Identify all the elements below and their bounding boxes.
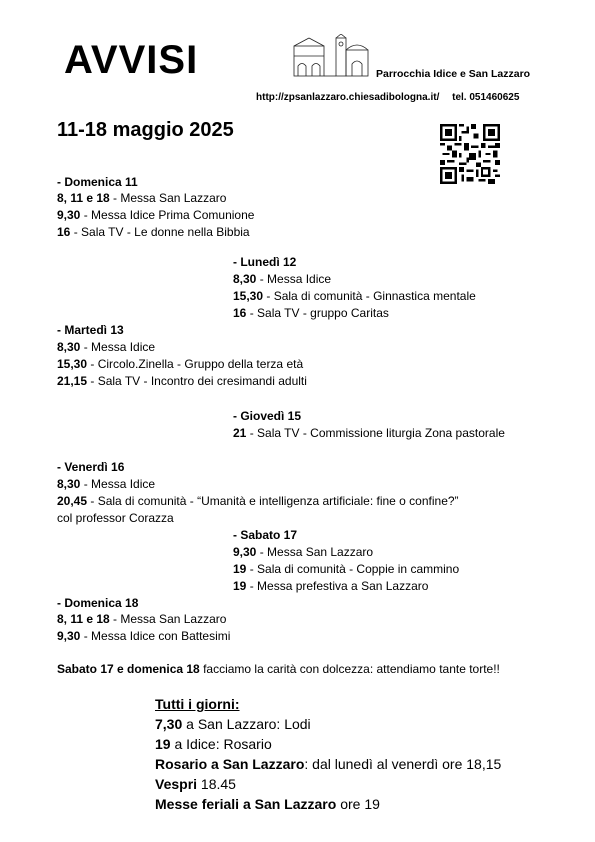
- event-line: 19 - Sala di comunità - Coppie in cammino: [233, 562, 460, 576]
- charity-notice: Sabato 17 e domenica 18 facciamo la carità con dolcezza: attendiamo tante torte!!: [57, 662, 500, 676]
- parish-name: Parrocchia Idice e San Lazzaro: [376, 68, 531, 80]
- day-heading: - Martedì 13: [57, 323, 124, 337]
- contact-line: [256, 92, 519, 103]
- day-heading: - Sabato 17: [233, 528, 298, 542]
- event-line: 20,45 - Sala di comunità - “Umanità e intelligenza artificiale: fine o confine?”: [57, 494, 459, 508]
- event-line: 15,30 - Sala di comunità - Ginnastica mentale: [233, 289, 476, 303]
- daily-item: 7,30 a San Lazzaro: Lodi: [155, 716, 311, 732]
- event-line: 21 - Sala TV - Commissione liturgia Zona pastorale: [233, 426, 505, 440]
- event-line: 16 - Sala TV - gruppo Caritas: [233, 306, 389, 320]
- event-line: 8,30 - Messa Idice: [57, 477, 156, 491]
- qr-code-icon[interactable]: [440, 124, 500, 184]
- website-link[interactable]: http://zpsanlazzaro.chiesadibologna.it/: [256, 92, 440, 103]
- phone-number: tel. 051460625: [452, 92, 520, 103]
- day-heading: - Domenica 11: [57, 175, 138, 189]
- day-heading: - Domenica 18: [57, 596, 139, 610]
- event-line: 8, 11 e 18 - Messa San Lazzaro: [57, 191, 227, 205]
- event-line: 21,15 - Sala TV - Incontro dei cresimandi adulti: [57, 374, 307, 388]
- daily-item: Vespri 18.45: [155, 776, 236, 792]
- page-title: AVVISI: [64, 38, 199, 82]
- event-line: 8,30 - Messa Idice: [57, 340, 156, 354]
- daily-item: Rosario a San Lazzaro: dal lunedì al venerdì ore 18,15: [155, 756, 502, 772]
- event-line: 9,30 - Messa San Lazzaro: [233, 545, 374, 559]
- event-line: 8,30 - Messa Idice: [233, 272, 332, 286]
- event-line: 19 - Messa prefestiva a San Lazzaro: [233, 579, 429, 593]
- church-logo-icon: [292, 34, 370, 78]
- event-line: 8, 11 e 18 - Messa San Lazzaro: [57, 612, 227, 626]
- event-line: 9,30 - Messa Idice con Battesimi: [57, 629, 231, 643]
- daily-item: 19 a Idice: Rosario: [155, 736, 272, 752]
- event-line: 15,30 - Circolo.Zinella - Gruppo della terza età: [57, 357, 304, 371]
- event-line: 9,30 - Messa Idice Prima Comunione: [57, 208, 255, 222]
- day-heading: - Venerdì 16: [57, 460, 125, 474]
- daily-title: Tutti i giorni:: [155, 696, 240, 712]
- day-heading: - Giovedì 15: [233, 409, 302, 423]
- event-line: 16 - Sala TV - Le donne nella Bibbia: [57, 225, 250, 239]
- date-range: 11-18 maggio 2025: [57, 119, 234, 141]
- daily-item: Messe feriali a San Lazzaro ore 19: [155, 796, 380, 812]
- day-heading: - Lunedì 12: [233, 255, 297, 269]
- event-line: col professor Corazza: [57, 511, 174, 525]
